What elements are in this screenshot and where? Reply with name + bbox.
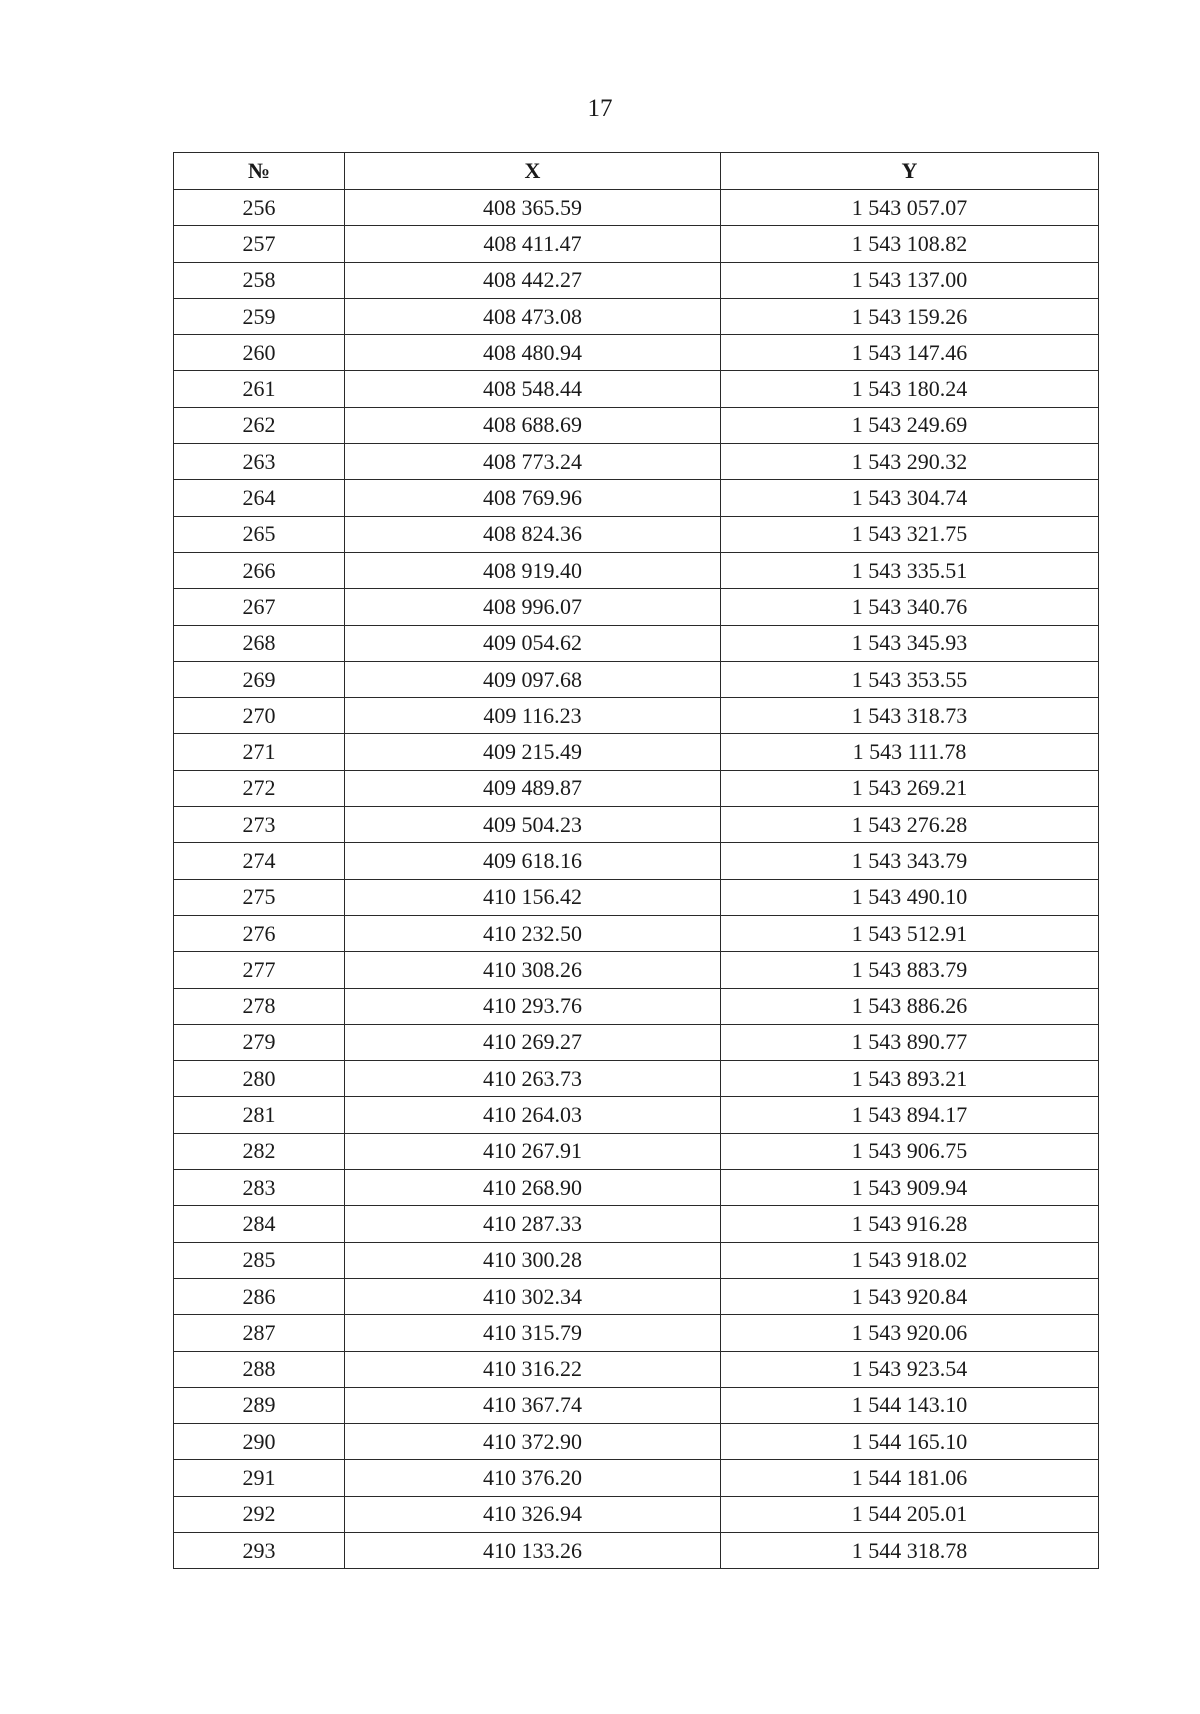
cell-number: 277 bbox=[174, 952, 345, 988]
cell-x: 408 442.27 bbox=[345, 262, 721, 298]
cell-number: 268 bbox=[174, 625, 345, 661]
table-row bbox=[174, 1387, 1099, 1423]
cell-x: 408 996.07 bbox=[345, 589, 721, 625]
cell-y: 1 544 318.78 bbox=[721, 1532, 1099, 1568]
cell-number: 276 bbox=[174, 915, 345, 951]
cell-x: 408 473.08 bbox=[345, 298, 721, 334]
table-row bbox=[174, 843, 1099, 879]
cell-y: 1 543 923.54 bbox=[721, 1351, 1099, 1387]
table-row bbox=[174, 552, 1099, 588]
cell-number: 278 bbox=[174, 988, 345, 1024]
table-row bbox=[174, 879, 1099, 915]
cell-y: 1 543 340.76 bbox=[721, 589, 1099, 625]
cell-number: 260 bbox=[174, 335, 345, 371]
table-row bbox=[174, 480, 1099, 516]
cell-x: 408 773.24 bbox=[345, 444, 721, 480]
table-header-row bbox=[174, 153, 1099, 190]
header-number: № bbox=[174, 153, 345, 190]
cell-y: 1 543 906.75 bbox=[721, 1133, 1099, 1169]
table-row bbox=[174, 1061, 1099, 1097]
cell-x: 408 919.40 bbox=[345, 552, 721, 588]
cell-x: 408 688.69 bbox=[345, 407, 721, 443]
coordinates-table bbox=[173, 152, 1099, 1569]
cell-x: 410 263.73 bbox=[345, 1061, 721, 1097]
cell-number: 266 bbox=[174, 552, 345, 588]
cell-y: 1 543 512.91 bbox=[721, 915, 1099, 951]
cell-number: 274 bbox=[174, 843, 345, 879]
cell-y: 1 543 918.02 bbox=[721, 1242, 1099, 1278]
table-row bbox=[174, 298, 1099, 334]
cell-x: 410 156.42 bbox=[345, 879, 721, 915]
table-row bbox=[174, 335, 1099, 371]
cell-number: 262 bbox=[174, 407, 345, 443]
table-row bbox=[174, 1024, 1099, 1060]
cell-y: 1 543 180.24 bbox=[721, 371, 1099, 407]
cell-number: 288 bbox=[174, 1351, 345, 1387]
table-row bbox=[174, 371, 1099, 407]
table-row bbox=[174, 589, 1099, 625]
table-row bbox=[174, 1133, 1099, 1169]
cell-number: 289 bbox=[174, 1387, 345, 1423]
table-row bbox=[174, 698, 1099, 734]
cell-y: 1 543 269.21 bbox=[721, 770, 1099, 806]
cell-x: 410 300.28 bbox=[345, 1242, 721, 1278]
cell-y: 1 544 165.10 bbox=[721, 1424, 1099, 1460]
cell-y: 1 544 181.06 bbox=[721, 1460, 1099, 1496]
cell-number: 259 bbox=[174, 298, 345, 334]
table-row bbox=[174, 915, 1099, 951]
cell-x: 410 315.79 bbox=[345, 1315, 721, 1351]
cell-number: 293 bbox=[174, 1532, 345, 1568]
table-row bbox=[174, 1278, 1099, 1314]
cell-number: 257 bbox=[174, 226, 345, 262]
cell-y: 1 543 353.55 bbox=[721, 661, 1099, 697]
cell-number: 258 bbox=[174, 262, 345, 298]
table-row bbox=[174, 1097, 1099, 1133]
cell-x: 410 268.90 bbox=[345, 1170, 721, 1206]
cell-y: 1 543 343.79 bbox=[721, 843, 1099, 879]
table-body bbox=[174, 190, 1099, 1569]
cell-x: 408 365.59 bbox=[345, 190, 721, 226]
cell-x: 410 302.34 bbox=[345, 1278, 721, 1314]
cell-y: 1 543 920.06 bbox=[721, 1315, 1099, 1351]
table-row bbox=[174, 1170, 1099, 1206]
cell-y: 1 543 893.21 bbox=[721, 1061, 1099, 1097]
table-row bbox=[174, 516, 1099, 552]
table-row bbox=[174, 1242, 1099, 1278]
cell-number: 280 bbox=[174, 1061, 345, 1097]
cell-x: 410 287.33 bbox=[345, 1206, 721, 1242]
cell-y: 1 543 137.00 bbox=[721, 262, 1099, 298]
cell-number: 261 bbox=[174, 371, 345, 407]
cell-y: 1 543 159.26 bbox=[721, 298, 1099, 334]
cell-x: 410 376.20 bbox=[345, 1460, 721, 1496]
table-row bbox=[174, 625, 1099, 661]
table-row bbox=[174, 952, 1099, 988]
cell-number: 282 bbox=[174, 1133, 345, 1169]
cell-number: 275 bbox=[174, 879, 345, 915]
table-row bbox=[174, 734, 1099, 770]
cell-x: 409 097.68 bbox=[345, 661, 721, 697]
table-row bbox=[174, 1206, 1099, 1242]
cell-x: 409 618.16 bbox=[345, 843, 721, 879]
cell-x: 410 372.90 bbox=[345, 1424, 721, 1460]
cell-number: 265 bbox=[174, 516, 345, 552]
cell-number: 283 bbox=[174, 1170, 345, 1206]
cell-y: 1 543 318.73 bbox=[721, 698, 1099, 734]
cell-y: 1 544 143.10 bbox=[721, 1387, 1099, 1423]
cell-x: 409 215.49 bbox=[345, 734, 721, 770]
cell-x: 410 133.26 bbox=[345, 1532, 721, 1568]
cell-number: 267 bbox=[174, 589, 345, 625]
cell-y: 1 543 249.69 bbox=[721, 407, 1099, 443]
table-row bbox=[174, 1460, 1099, 1496]
cell-y: 1 543 890.77 bbox=[721, 1024, 1099, 1060]
cell-number: 271 bbox=[174, 734, 345, 770]
cell-number: 279 bbox=[174, 1024, 345, 1060]
cell-number: 291 bbox=[174, 1460, 345, 1496]
cell-y: 1 543 916.28 bbox=[721, 1206, 1099, 1242]
cell-number: 273 bbox=[174, 807, 345, 843]
cell-number: 292 bbox=[174, 1496, 345, 1532]
cell-x: 409 489.87 bbox=[345, 770, 721, 806]
header-x: X bbox=[345, 153, 721, 190]
cell-number: 287 bbox=[174, 1315, 345, 1351]
cell-x: 410 308.26 bbox=[345, 952, 721, 988]
cell-x: 408 824.36 bbox=[345, 516, 721, 552]
table-row bbox=[174, 661, 1099, 697]
cell-x: 408 480.94 bbox=[345, 335, 721, 371]
cell-y: 1 543 057.07 bbox=[721, 190, 1099, 226]
cell-x: 410 293.76 bbox=[345, 988, 721, 1024]
table-row bbox=[174, 1496, 1099, 1532]
cell-x: 409 116.23 bbox=[345, 698, 721, 734]
cell-number: 256 bbox=[174, 190, 345, 226]
cell-y: 1 543 276.28 bbox=[721, 807, 1099, 843]
table-header bbox=[174, 153, 1099, 190]
cell-y: 1 543 111.78 bbox=[721, 734, 1099, 770]
cell-x: 408 769.96 bbox=[345, 480, 721, 516]
cell-x: 410 269.27 bbox=[345, 1024, 721, 1060]
cell-y: 1 543 345.93 bbox=[721, 625, 1099, 661]
cell-number: 286 bbox=[174, 1278, 345, 1314]
cell-x: 410 367.74 bbox=[345, 1387, 721, 1423]
cell-y: 1 544 205.01 bbox=[721, 1496, 1099, 1532]
table-row bbox=[174, 988, 1099, 1024]
cell-number: 264 bbox=[174, 480, 345, 516]
cell-number: 290 bbox=[174, 1424, 345, 1460]
table-row bbox=[174, 444, 1099, 480]
table-row bbox=[174, 1351, 1099, 1387]
cell-x: 408 411.47 bbox=[345, 226, 721, 262]
cell-number: 272 bbox=[174, 770, 345, 806]
table-row bbox=[174, 770, 1099, 806]
cell-y: 1 543 920.84 bbox=[721, 1278, 1099, 1314]
table-row bbox=[174, 226, 1099, 262]
cell-y: 1 543 290.32 bbox=[721, 444, 1099, 480]
table-row bbox=[174, 807, 1099, 843]
table-row bbox=[174, 190, 1099, 226]
cell-y: 1 543 894.17 bbox=[721, 1097, 1099, 1133]
header-y: Y bbox=[721, 153, 1099, 190]
table-row bbox=[174, 407, 1099, 443]
cell-x: 409 054.62 bbox=[345, 625, 721, 661]
cell-y: 1 543 886.26 bbox=[721, 988, 1099, 1024]
cell-number: 263 bbox=[174, 444, 345, 480]
table-row bbox=[174, 1424, 1099, 1460]
table-row bbox=[174, 1315, 1099, 1351]
cell-x: 410 267.91 bbox=[345, 1133, 721, 1169]
cell-y: 1 543 335.51 bbox=[721, 552, 1099, 588]
cell-x: 410 232.50 bbox=[345, 915, 721, 951]
cell-x: 408 548.44 bbox=[345, 371, 721, 407]
cell-y: 1 543 304.74 bbox=[721, 480, 1099, 516]
table-row bbox=[174, 1532, 1099, 1568]
cell-y: 1 543 909.94 bbox=[721, 1170, 1099, 1206]
cell-number: 284 bbox=[174, 1206, 345, 1242]
cell-y: 1 543 883.79 bbox=[721, 952, 1099, 988]
cell-x: 410 316.22 bbox=[345, 1351, 721, 1387]
cell-number: 281 bbox=[174, 1097, 345, 1133]
cell-number: 269 bbox=[174, 661, 345, 697]
cell-x: 409 504.23 bbox=[345, 807, 721, 843]
cell-number: 285 bbox=[174, 1242, 345, 1278]
cell-x: 410 326.94 bbox=[345, 1496, 721, 1532]
cell-number: 270 bbox=[174, 698, 345, 734]
page-number: 17 bbox=[587, 95, 613, 122]
cell-y: 1 543 321.75 bbox=[721, 516, 1099, 552]
table-row bbox=[174, 262, 1099, 298]
cell-x: 410 264.03 bbox=[345, 1097, 721, 1133]
cell-y: 1 543 490.10 bbox=[721, 879, 1099, 915]
cell-y: 1 543 108.82 bbox=[721, 226, 1099, 262]
cell-y: 1 543 147.46 bbox=[721, 335, 1099, 371]
